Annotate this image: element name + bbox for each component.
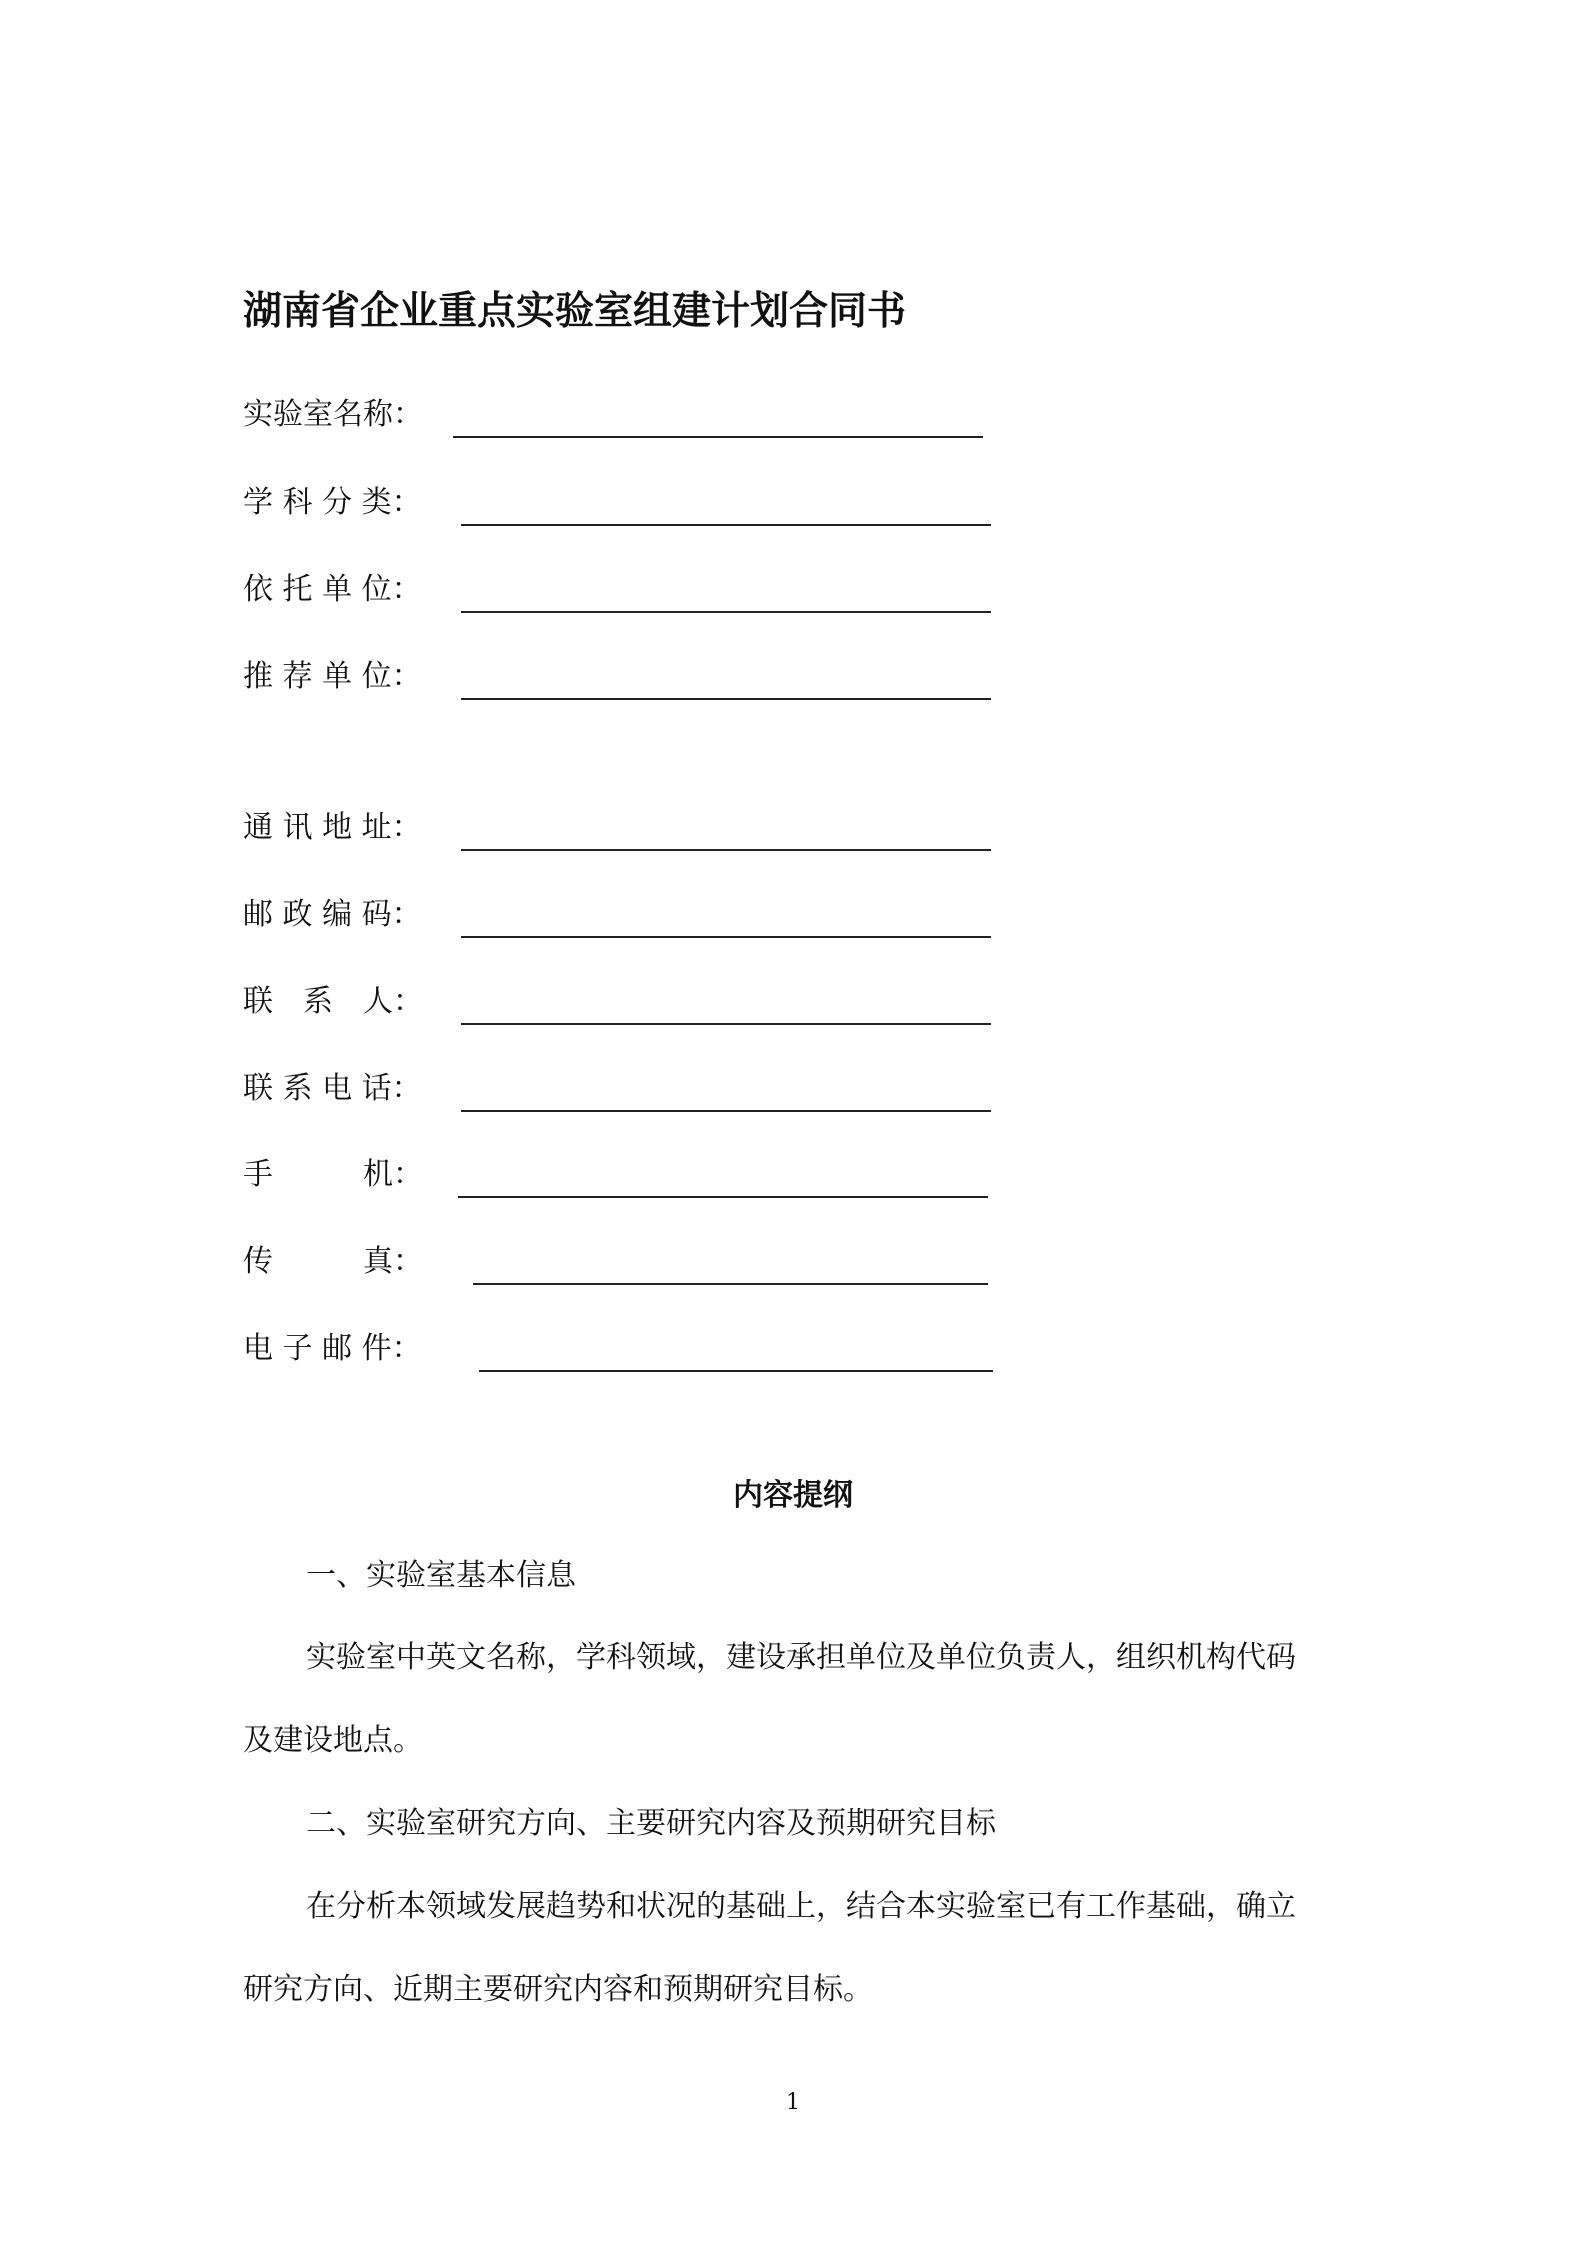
section-2-paragraph-line-1: 在分析本领域发展趋势和状况的基础上，结合本实验室已有工作基础，确立: [306, 1889, 1296, 1924]
field-input-line[interactable]: [479, 1370, 993, 1372]
field-mobile: [243, 1150, 1003, 1200]
outline-heading: 内容提纲: [733, 1478, 853, 1513]
field-label: 传 真：: [243, 1244, 423, 1279]
field-input-line[interactable]: [458, 1196, 988, 1198]
field-label: 联 系 电 话：: [243, 1071, 422, 1106]
field-fax: [243, 1237, 1003, 1287]
page-number: 1: [786, 2090, 800, 2115]
field-lab-name: [243, 390, 1003, 440]
field-label: 依 托 单 位：: [243, 572, 422, 607]
field-label: 实验室名称：: [243, 397, 423, 432]
field-label: 手 机：: [243, 1157, 423, 1192]
field-input-line[interactable]: [461, 849, 991, 851]
field-label: 通 讯 地 址：: [243, 810, 422, 845]
section-2-title: 二、实验室研究方向、主要研究内容及预期研究目标: [306, 1806, 996, 1841]
field-label: 电 子 邮 件：: [243, 1331, 422, 1366]
field-host-unit: [243, 565, 1003, 615]
field-address: [243, 803, 1003, 853]
section-2-paragraph-line-2: 研究方向、近期主要研究内容和预期研究目标。: [243, 1972, 873, 2007]
field-input-line[interactable]: [461, 936, 991, 938]
section-1-title: 一、实验室基本信息: [306, 1558, 576, 1593]
field-input-line[interactable]: [461, 524, 991, 526]
field-input-line[interactable]: [461, 611, 991, 613]
field-input-line[interactable]: [461, 1110, 991, 1112]
field-email: [243, 1324, 1003, 1374]
field-contact-person: [243, 977, 1003, 1027]
field-discipline: [243, 478, 1003, 528]
section-1-paragraph-line-1: 实验室中英文名称，学科领域，建设承担单位及单位负责人，组织机构代码: [306, 1640, 1296, 1675]
field-label: 推 荐 单 位：: [243, 659, 422, 694]
field-input-line[interactable]: [473, 1283, 988, 1285]
field-label: 联 系 人：: [243, 984, 423, 1019]
field-postcode: [243, 890, 1003, 940]
field-input-line[interactable]: [453, 436, 983, 438]
field-input-line[interactable]: [461, 698, 991, 700]
section-1-paragraph-line-2: 及建设地点。: [243, 1723, 423, 1758]
field-input-line[interactable]: [461, 1023, 991, 1025]
page-title: 湖南省企业重点实验室组建计划合同书: [243, 289, 907, 334]
field-label: 学 科 分 类：: [243, 485, 422, 520]
field-label: 邮 政 编 码：: [243, 897, 422, 932]
field-recommending-unit: [243, 652, 1003, 702]
field-contact-phone: [243, 1064, 1003, 1114]
